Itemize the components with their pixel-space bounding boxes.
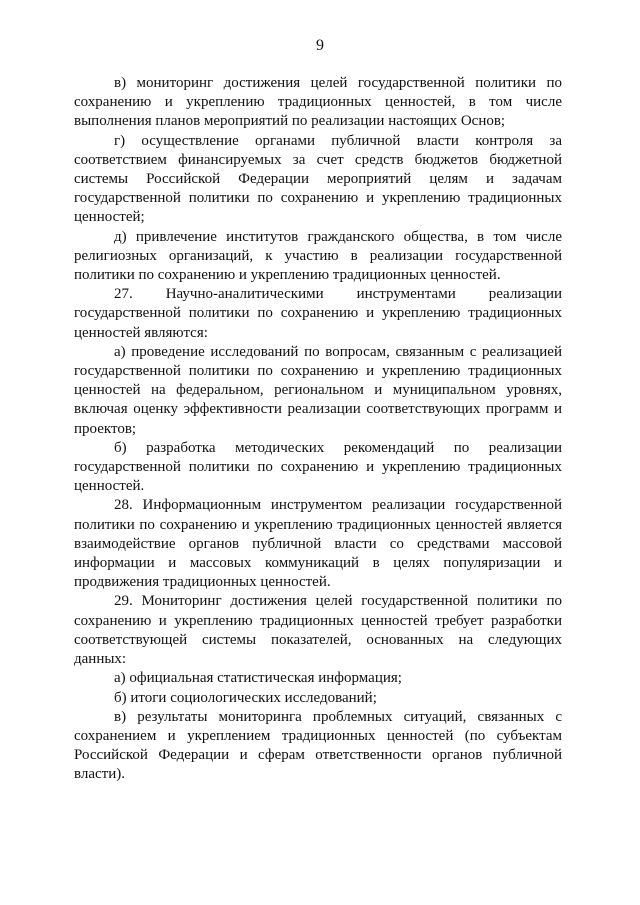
paragraph-section-27: 27. Научно-аналитическими инструментами реализации государственной политики по сохранению и укреплению традиционных ценностей являются: [74, 286, 562, 341]
paragraph-item-v-monitoring: в) мониторинг достижения целей государственной политики по сохранению и укреплению традиционных ценностей, в том числе выполнения планов мероприятий по реализации настоящих Основ; [74, 75, 562, 130]
paragraph-item-v-problem-monitoring: в) результаты мониторинга проблемных ситуаций, связанных с сохранением и укреплением традиционных ценностей (по субъектам Российской Федерации и сферам ответственности органов публичной власти). [74, 708, 562, 783]
paragraph-item-a-statistics: а) официальная статистическая информация; [114, 670, 402, 687]
page-number: 9 [316, 37, 324, 54]
paragraph-item-a-research: а) проведение исследований по вопросам, связанным с реализацией государственной политики по сохранению и укреплению традиционных ценностей на федеральном, региональном и муниципальном уровнях, включая оценку эффективности реализации соответствующих программ и проектов; [74, 343, 562, 437]
paragraph-item-b-sociology: б) итоги социологических исследований; [114, 689, 377, 706]
document-body [74, 74, 562, 785]
paragraph-item-b-recommendations: б) разработка методических рекомендаций по реализации государственной политики по сохранению и укреплению традиционных ценностей. [74, 439, 562, 495]
paragraph-item-g-control: г) осуществление органами публичной власти контроля за соответствием финансируемых за счет средств бюджетов бюджетной системы Российской Федерации мероприятий целям и задачам государственной политики по сохранению и укреплению традиционных ценностей; [74, 132, 562, 226]
paragraph-section-29: 29. Мониторинг достижения целей государственной политики по сохранению и укреплению традиционных ценностей требует разработки соответствующей системы показателей, основанных на следующих данных: [74, 593, 562, 668]
paragraph-section-28: 28. Информационным инструментом реализации государственной политики по сохранению и укреплению традиционных ценностей является взаимодействие органов публичной власти со средствами массовой информации и массовых коммуникаций в целях популяризации и продвижения традиционных ценностей. [74, 497, 562, 591]
paragraph-item-d-civil-society: д) привлечение институтов гражданского общества, в том числе религиозных организаций, к участию в реализации государственной политики по сохранению и укреплению традиционных ценностей. [74, 228, 562, 284]
